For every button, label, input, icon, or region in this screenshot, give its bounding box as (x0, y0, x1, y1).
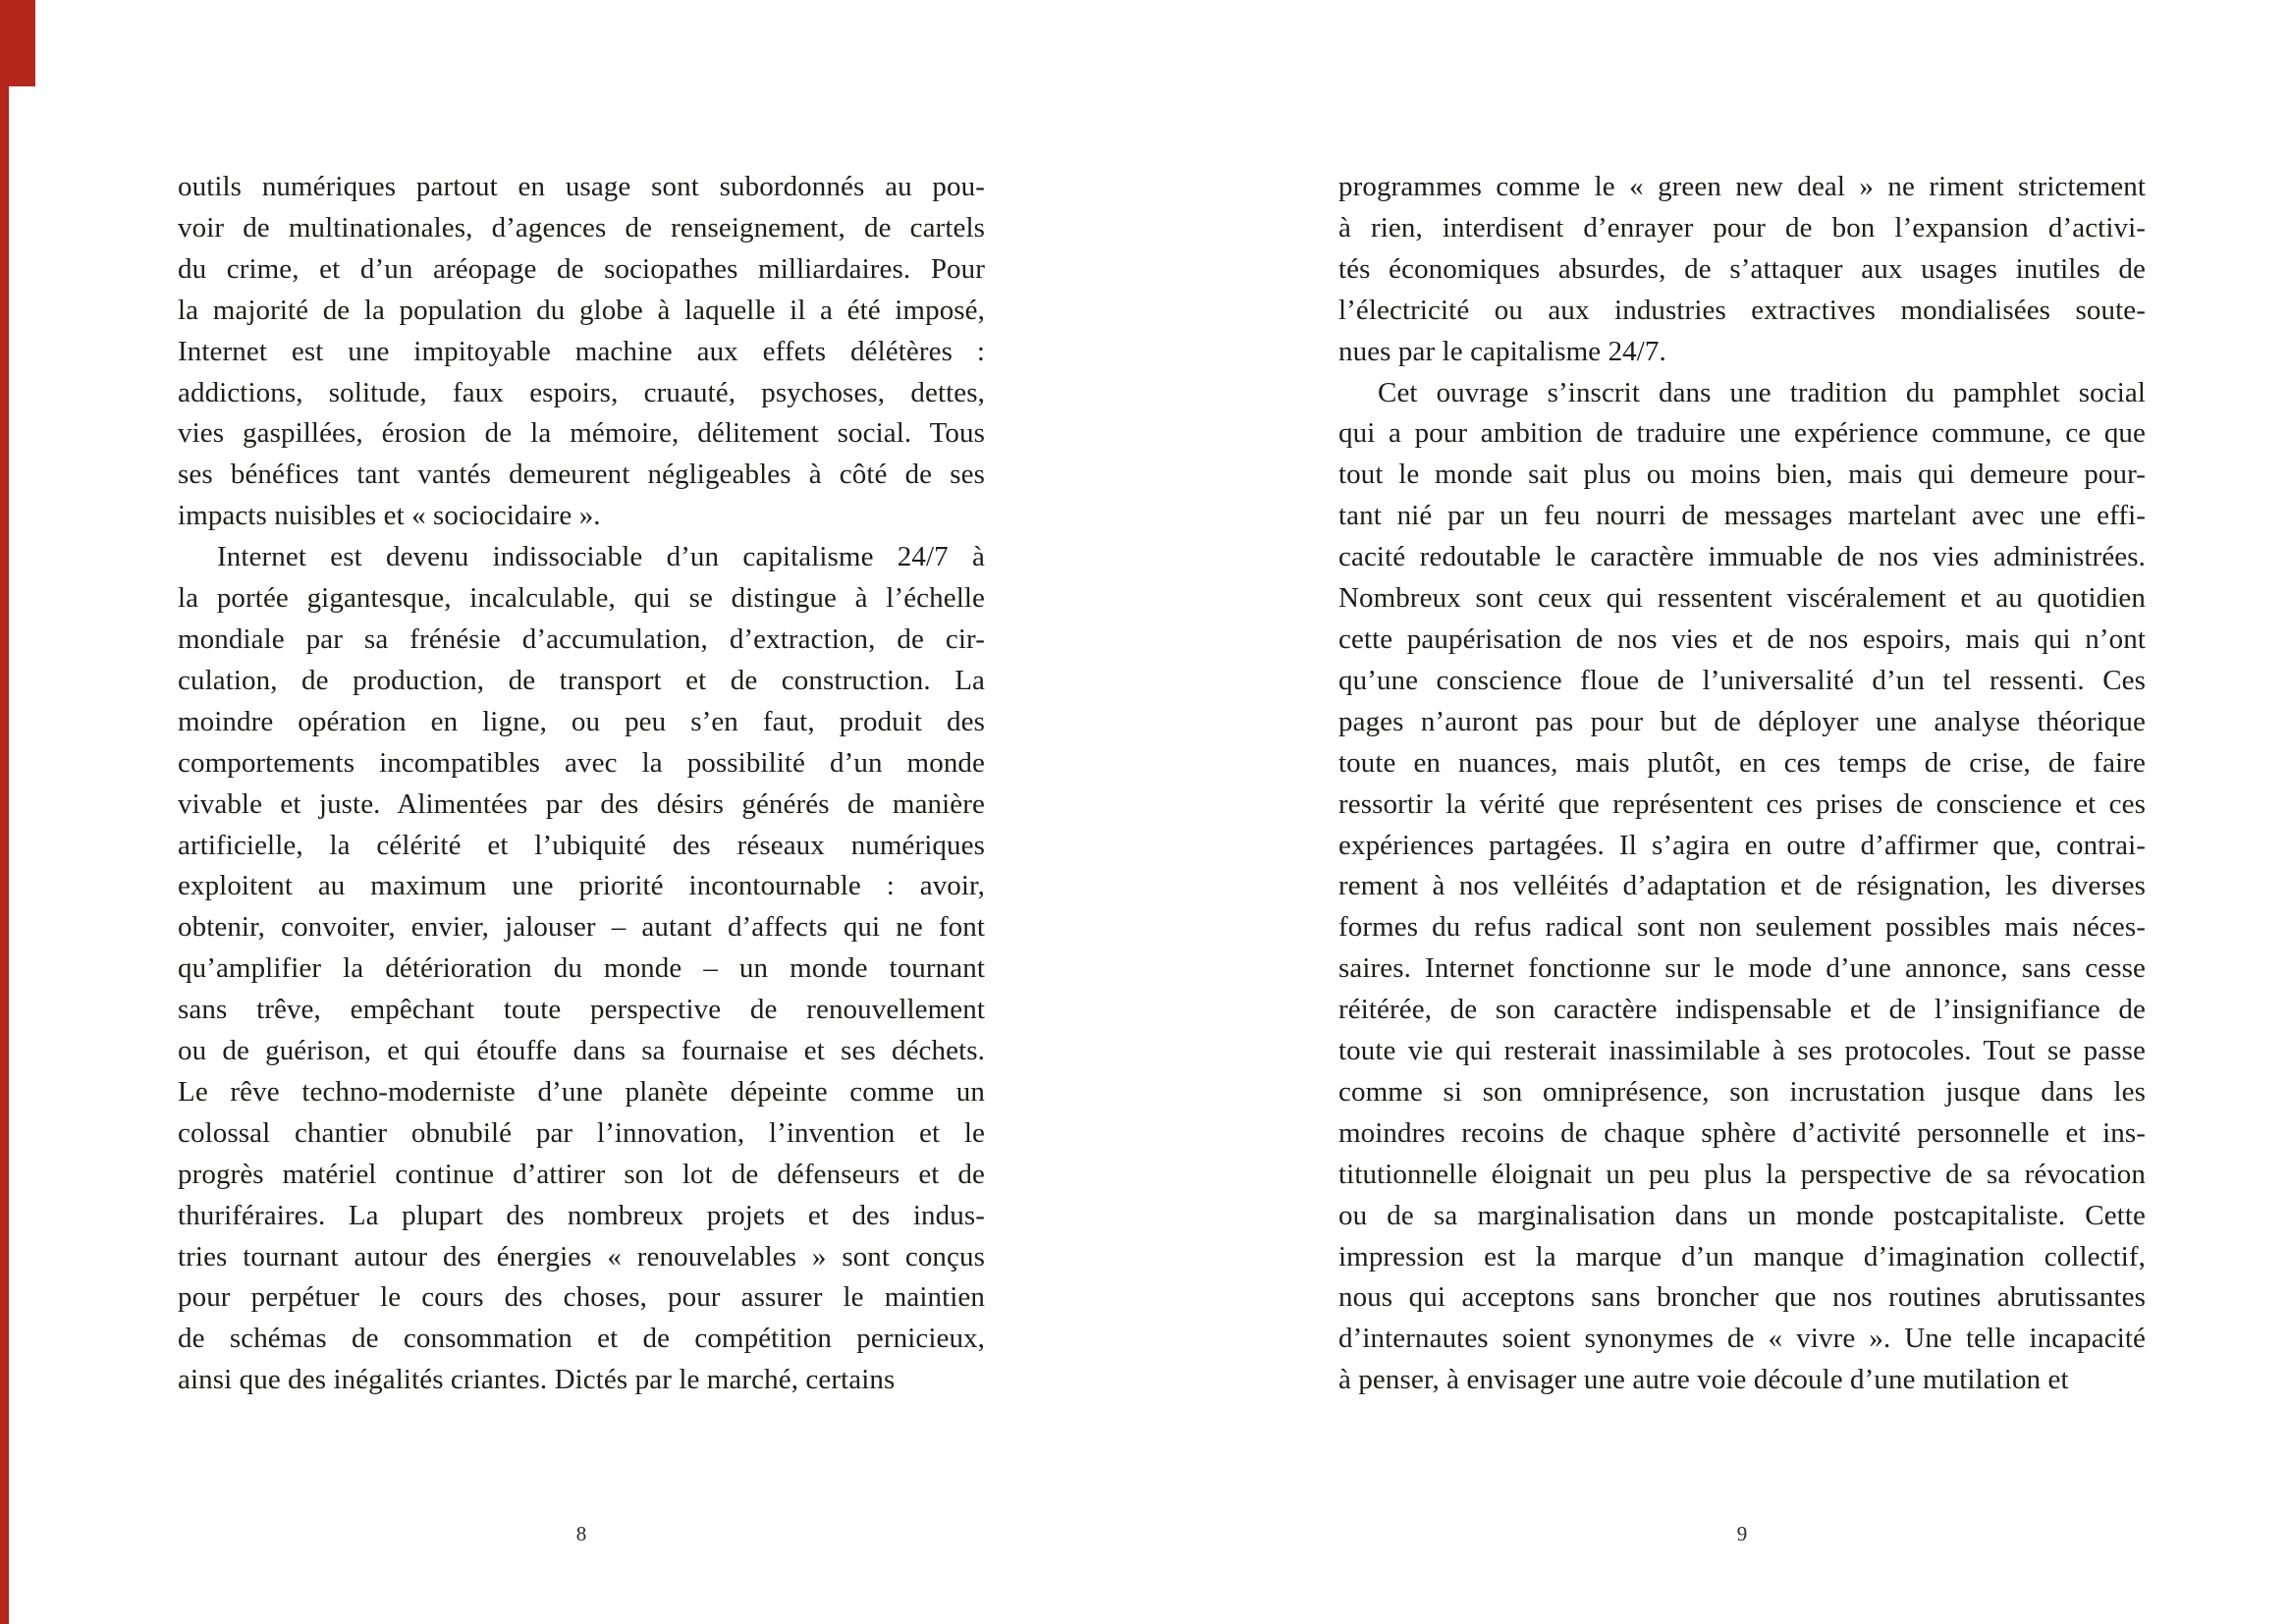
paragraph (1338, 167, 2146, 373)
text-line: sans trêve, empêchant toute perspective de renouvellement (178, 994, 985, 1026)
text-line: cacité redoutable le caractère immuable de nos vies administrées. (1338, 541, 2146, 573)
text-line: saires. Internet fonctionne sur le mode d’une annonce, sans cesse (1338, 952, 2146, 985)
text-line: toute vie qui resterait inassimilable à ses protocoles. Tout se passe (1338, 1035, 2146, 1067)
text-line: mondiale par sa frénésie d’accumulation, d’extraction, de cir- (178, 623, 985, 655)
text-line: ressortir la vérité que représentent ces prises de conscience et ces (1338, 787, 2146, 820)
text-line: culation, de production, de transport et de construction. La (178, 664, 985, 696)
text-line: pages n’auront pas pour but de déployer une analyse théorique (1338, 705, 2146, 737)
text-line: exploitent au maximum une priorité incontournable : avoir, (178, 870, 985, 902)
text-line: vies gaspillées, érosion de la mémoire, délitement social. Tous (178, 417, 985, 450)
text-line: Le rêve techno-moderniste d’une planète dépeinte comme un (178, 1075, 985, 1108)
text-line: tant nié par un feu nourri de messages martelant avec une effi- (1338, 500, 2146, 532)
text-line: cette paupérisation de nos vies et de nos espoirs, mais qui n’ont (1338, 623, 2146, 655)
text-line: impression est la marque d’un manque d’imagination collectif, (1338, 1240, 2146, 1272)
page-left-body-text (178, 167, 985, 1401)
text-line: pour perpétuer le cours des choses, pour assurer le maintien (178, 1281, 985, 1314)
paragraph (178, 167, 985, 537)
text-line: Nombreux sont ceux qui ressentent viscéralement et au quotidien (1338, 582, 2146, 615)
text-line: la portée gigantesque, incalculable, qui se distingue à l’échelle (178, 582, 985, 615)
paragraph (178, 537, 985, 1401)
text-line: tout le monde sait plus ou moins bien, mais qui demeure pour- (1338, 459, 2146, 491)
text-line: expériences partagées. Il s’agira en outre d’affirmer que, contrai- (1338, 829, 2146, 861)
text-line: tés économiques absurdes, de s’attaquer aux usages inutiles de (1338, 252, 2146, 285)
text-line: impacts nuisibles et « sociocidaire ». (178, 500, 601, 532)
text-line: ainsi que des inégalités criantes. Dictés par le marché, certains (178, 1364, 896, 1396)
text-line: Internet est une impitoyable machine aux effets délétères : (178, 335, 985, 367)
page-left-number: 8 (575, 1522, 587, 1545)
text-line: toute en nuances, mais plutôt, en ces temps de crise, de faire (1338, 746, 2146, 779)
text-line: d’internautes soient synonymes de « vivre ». Une telle incapacité (1338, 1323, 2146, 1355)
text-line: vivable et juste. Alimentées par des désirs générés de manière (178, 787, 985, 820)
text-line: voir de multinationales, d’agences de renseignement, de cartels (178, 211, 985, 244)
text-line: la majorité de la population du globe à laquelle il a été imposé, (178, 294, 985, 326)
page-right (1144, 0, 2289, 1624)
text-line: rement à nos velléités d’adaptation et de résignation, les diverses (1338, 870, 2146, 902)
text-line: colossal chantier obnubilé par l’innovation, l’invention et le (178, 1116, 985, 1149)
text-line: programmes comme le « green new deal » ne riment strictement (1338, 171, 2146, 202)
text-line: qu’amplifier la détérioration du monde – un monde tournant (178, 952, 985, 985)
paragraph (1338, 373, 2146, 1402)
text-line: de schémas de consommation et de compétition pernicieux, (178, 1323, 985, 1355)
text-line: obtenir, convoiter, envier, jalouser – autant d’affects qui ne font (178, 911, 985, 944)
text-line: du crime, et d’un aréopage de sociopathes milliardaires. Pour (178, 252, 985, 285)
text-line: ou de sa marginalisation dans un monde postcapitaliste. Cette (1338, 1199, 2146, 1231)
text-line: Cet ouvrage s’inscrit dans une tradition du pamphlet social (1378, 376, 2146, 408)
text-line: ou de guérison, et qui étouffe dans sa fournaise et ses déchets. (178, 1035, 985, 1067)
text-line: tries tournant autour des énergies « renouvelables » sont conçus (178, 1240, 985, 1272)
text-line: ses bénéfices tant vantés demeurent négligeables à côté de ses (178, 459, 985, 491)
text-line: qui a pour ambition de traduire une expérience commune, ce que (1338, 417, 2146, 450)
page-right-body-text (1338, 167, 2146, 1401)
text-line: à rien, interdisent d’enrayer pour de bon l’expansion d’activi- (1338, 211, 2146, 244)
text-line: nous qui acceptons sans broncher que nos routines abrutissantes (1338, 1281, 2146, 1314)
text-line: artificielle, la célérité et l’ubiquité des réseaux numériques (178, 829, 985, 861)
text-line: addictions, solitude, faux espoirs, cruauté, psychoses, dettes, (178, 376, 985, 408)
text-line: comportements incompatibles avec la possibilité d’un monde (178, 746, 985, 779)
text-line: Internet est devenu indissociable d’un capitalisme 24/7 à (217, 541, 985, 573)
text-line: réitérée, de son caractère indispensable et de l’insignifiance de (1338, 994, 2146, 1026)
text-line: moindre opération en ligne, ou peu s’en faut, produit des (178, 705, 985, 737)
text-line: progrès matériel continue d’attirer son lot de défenseurs et de (178, 1158, 985, 1190)
text-line: titutionnelle éloignait un peu plus la perspective de sa révocation (1338, 1158, 2146, 1190)
page-left (0, 0, 1144, 1624)
text-line: l’électricité ou aux industries extractives mondialisées soute- (1338, 294, 2146, 326)
text-line: moindres recoins de chaque sphère d’activité personnelle et ins- (1338, 1116, 2146, 1149)
text-line: thuriféraires. La plupart des nombreux projets et des indus- (178, 1199, 985, 1231)
text-line: formes du refus radical sont non seulement possibles mais néces- (1338, 911, 2146, 944)
text-line: comme si son omniprésence, son incrustation jusque dans les (1338, 1075, 2146, 1108)
text-line: qu’une conscience floue de l’universalité d’un tel ressenti. Ces (1338, 664, 2146, 696)
text-line: à penser, à envisager une autre voie découle d’une mutilation et (1338, 1364, 2069, 1396)
text-line: nues par le capitalisme 24/7. (1338, 335, 1666, 367)
text-line: outils numériques partout en usage sont subordonnés au pou- (178, 171, 985, 202)
page-right-number: 9 (1736, 1522, 1748, 1545)
